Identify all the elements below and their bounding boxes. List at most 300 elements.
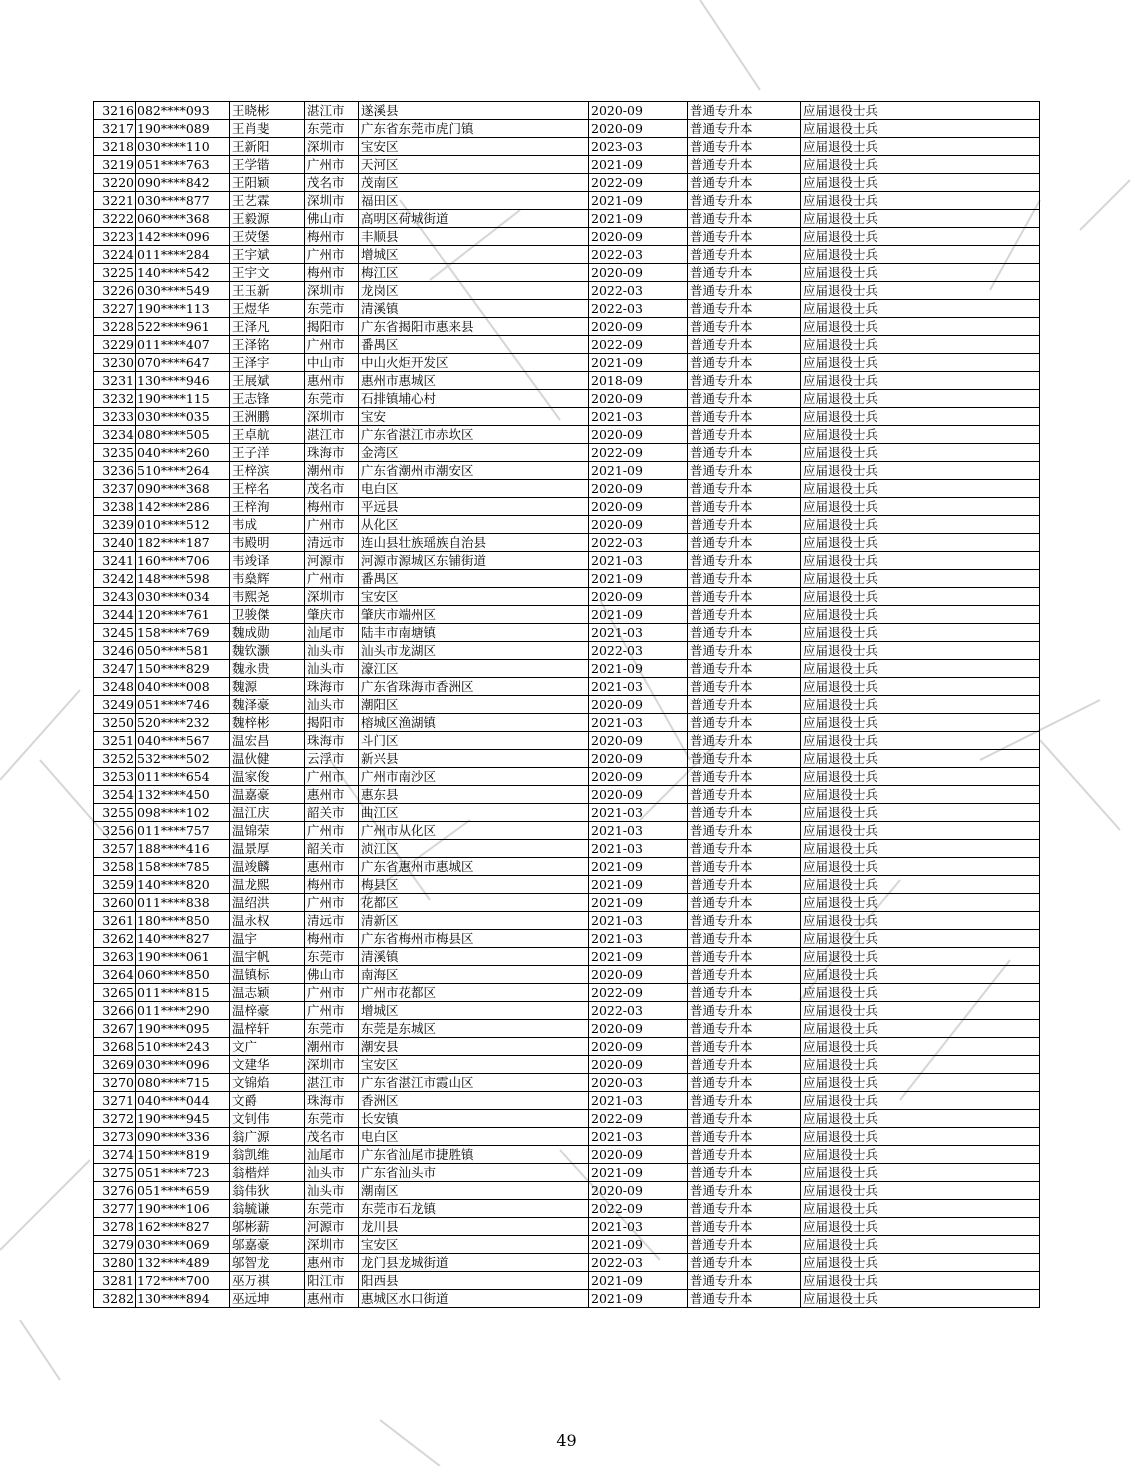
cell-category: 应届退役士兵 (801, 750, 1040, 768)
cell-category: 应届退役士兵 (801, 588, 1040, 606)
cell-city: 东莞市 (305, 1020, 359, 1038)
cell-enroll-date: 2020-09 (589, 498, 688, 516)
cell-candidate-id: 090****336 (136, 1128, 230, 1146)
cell-exam-type: 普通专升本 (688, 192, 801, 210)
cell-city: 广州市 (305, 156, 359, 174)
cell-category: 应届退役士兵 (801, 300, 1040, 318)
table-row (94, 1128, 1040, 1146)
cell-name: 邬彬薪 (230, 1218, 305, 1236)
cell-address: 花都区 (359, 894, 589, 912)
cell-enroll-date: 2021-03 (589, 804, 688, 822)
cell-address: 宝安区 (359, 138, 589, 156)
table-row (94, 876, 1040, 894)
cell-address: 石排镇埔心村 (359, 390, 589, 408)
table-row (94, 678, 1040, 696)
cell-seq-no: 3238 (94, 498, 136, 516)
cell-enroll-date: 2020-09 (589, 732, 688, 750)
table-row (94, 804, 1040, 822)
cell-name: 温宇 (230, 930, 305, 948)
cell-address: 清溪镇 (359, 300, 589, 318)
cell-seq-no: 3267 (94, 1020, 136, 1038)
cell-category: 应届退役士兵 (801, 210, 1040, 228)
cell-city: 梅州市 (305, 228, 359, 246)
cell-exam-type: 普通专升本 (688, 1254, 801, 1272)
cell-enroll-date: 2021-09 (589, 606, 688, 624)
table-row (94, 462, 1040, 480)
cell-address: 惠城区水口街道 (359, 1290, 589, 1308)
cell-name: 温景厚 (230, 840, 305, 858)
cell-city: 汕尾市 (305, 624, 359, 642)
cell-city: 深圳市 (305, 192, 359, 210)
cell-candidate-id: 011****757 (136, 822, 230, 840)
cell-seq-no: 3257 (94, 840, 136, 858)
cell-exam-type: 普通专升本 (688, 1038, 801, 1056)
cell-category: 应届退役士兵 (801, 408, 1040, 426)
cell-candidate-id: 132****450 (136, 786, 230, 804)
cell-enroll-date: 2020-09 (589, 1020, 688, 1038)
cell-candidate-id: 010****512 (136, 516, 230, 534)
cell-name: 王阳颖 (230, 174, 305, 192)
cell-enroll-date: 2021-09 (589, 1164, 688, 1182)
cell-candidate-id: 051****659 (136, 1182, 230, 1200)
cell-city: 广州市 (305, 516, 359, 534)
cell-exam-type: 普通专升本 (688, 660, 801, 678)
cell-enroll-date: 2021-09 (589, 1236, 688, 1254)
table-row (94, 858, 1040, 876)
cell-seq-no: 3219 (94, 156, 136, 174)
cell-name: 温宇帆 (230, 948, 305, 966)
cell-candidate-id: 030****035 (136, 408, 230, 426)
cell-category: 应届退役士兵 (801, 678, 1040, 696)
table-row (94, 138, 1040, 156)
cell-city: 惠州市 (305, 858, 359, 876)
cell-address: 广州市从化区 (359, 822, 589, 840)
cell-name: 王晓彬 (230, 102, 305, 120)
table-row (94, 570, 1040, 588)
cell-candidate-id: 142****096 (136, 228, 230, 246)
cell-enroll-date: 2021-03 (589, 912, 688, 930)
cell-candidate-id: 011****654 (136, 768, 230, 786)
cell-city: 佛山市 (305, 210, 359, 228)
cell-seq-no: 3248 (94, 678, 136, 696)
cell-name: 翁毓谦 (230, 1200, 305, 1218)
cell-address: 丰顺县 (359, 228, 589, 246)
cell-exam-type: 普通专升本 (688, 228, 801, 246)
cell-seq-no: 3246 (94, 642, 136, 660)
cell-seq-no: 3237 (94, 480, 136, 498)
watermark-stroke (0, 690, 80, 780)
cell-name: 王肖斐 (230, 120, 305, 138)
watermark-stroke (1040, 740, 1120, 830)
cell-candidate-id: 030****110 (136, 138, 230, 156)
cell-city: 河源市 (305, 552, 359, 570)
cell-exam-type: 普通专升本 (688, 444, 801, 462)
cell-category: 应届退役士兵 (801, 984, 1040, 1002)
cell-city: 湛江市 (305, 426, 359, 444)
cell-name: 温宏昌 (230, 732, 305, 750)
table-row (94, 192, 1040, 210)
cell-name: 王宇文 (230, 264, 305, 282)
cell-enroll-date: 2021-09 (589, 192, 688, 210)
cell-seq-no: 3265 (94, 984, 136, 1002)
cell-city: 惠州市 (305, 786, 359, 804)
cell-address: 增城区 (359, 1002, 589, 1020)
cell-category: 应届退役士兵 (801, 318, 1040, 336)
cell-exam-type: 普通专升本 (688, 534, 801, 552)
cell-address: 清溪镇 (359, 948, 589, 966)
cell-candidate-id: 040****567 (136, 732, 230, 750)
cell-seq-no: 3274 (94, 1146, 136, 1164)
cell-seq-no: 3263 (94, 948, 136, 966)
cell-seq-no: 3218 (94, 138, 136, 156)
table-row (94, 1002, 1040, 1020)
cell-enroll-date: 2022-03 (589, 642, 688, 660)
cell-enroll-date: 2021-09 (589, 858, 688, 876)
cell-category: 应届退役士兵 (801, 174, 1040, 192)
cell-seq-no: 3261 (94, 912, 136, 930)
cell-seq-no: 3276 (94, 1182, 136, 1200)
cell-enroll-date: 2021-03 (589, 408, 688, 426)
cell-candidate-id: 188****416 (136, 840, 230, 858)
cell-candidate-id: 190****113 (136, 300, 230, 318)
cell-address: 金湾区 (359, 444, 589, 462)
cell-name: 王宇斌 (230, 246, 305, 264)
table-row (94, 912, 1040, 930)
cell-city: 东莞市 (305, 120, 359, 138)
cell-category: 应届退役士兵 (801, 714, 1040, 732)
cell-category: 应届退役士兵 (801, 264, 1040, 282)
cell-exam-type: 普通专升本 (688, 282, 801, 300)
cell-seq-no: 3272 (94, 1110, 136, 1128)
cell-name: 温绍洪 (230, 894, 305, 912)
cell-seq-no: 3229 (94, 336, 136, 354)
table-row (94, 372, 1040, 390)
cell-enroll-date: 2020-09 (589, 588, 688, 606)
table-row (94, 660, 1040, 678)
cell-name: 温锦荣 (230, 822, 305, 840)
cell-name: 王卓航 (230, 426, 305, 444)
cell-exam-type: 普通专升本 (688, 210, 801, 228)
cell-category: 应届退役士兵 (801, 444, 1040, 462)
cell-seq-no: 3235 (94, 444, 136, 462)
cell-enroll-date: 2022-03 (589, 534, 688, 552)
cell-name: 王艺霖 (230, 192, 305, 210)
cell-name: 王泽铭 (230, 336, 305, 354)
cell-category: 应届退役士兵 (801, 876, 1040, 894)
cell-name: 翁广源 (230, 1128, 305, 1146)
cell-exam-type: 普通专升本 (688, 606, 801, 624)
cell-city: 广州市 (305, 246, 359, 264)
cell-candidate-id: 190****106 (136, 1200, 230, 1218)
cell-name: 翁楷烊 (230, 1164, 305, 1182)
cell-name: 温伙健 (230, 750, 305, 768)
cell-exam-type: 普通专升本 (688, 318, 801, 336)
table-row (94, 120, 1040, 138)
table-row (94, 822, 1040, 840)
cell-name: 韦竣译 (230, 552, 305, 570)
cell-seq-no: 3223 (94, 228, 136, 246)
cell-candidate-id: 522****961 (136, 318, 230, 336)
cell-seq-no: 3236 (94, 462, 136, 480)
cell-address: 梅江区 (359, 264, 589, 282)
cell-enroll-date: 2021-09 (589, 354, 688, 372)
cell-address: 电白区 (359, 480, 589, 498)
cell-seq-no: 3277 (94, 1200, 136, 1218)
cell-category: 应届退役士兵 (801, 426, 1040, 444)
cell-name: 温竣麟 (230, 858, 305, 876)
cell-enroll-date: 2020-09 (589, 228, 688, 246)
cell-city: 潮州市 (305, 462, 359, 480)
cell-city: 中山市 (305, 354, 359, 372)
cell-category: 应届退役士兵 (801, 228, 1040, 246)
cell-address: 长安镇 (359, 1110, 589, 1128)
cell-city: 梅州市 (305, 930, 359, 948)
table-row (94, 1038, 1040, 1056)
cell-city: 广州市 (305, 768, 359, 786)
cell-enroll-date: 2022-03 (589, 282, 688, 300)
cell-candidate-id: 158****769 (136, 624, 230, 642)
cell-city: 广州市 (305, 822, 359, 840)
cell-address: 陆丰市南塘镇 (359, 624, 589, 642)
cell-address: 龙门县龙城街道 (359, 1254, 589, 1272)
cell-city: 珠海市 (305, 732, 359, 750)
cell-candidate-id: 051****723 (136, 1164, 230, 1182)
cell-exam-type: 普通专升本 (688, 750, 801, 768)
cell-category: 应届退役士兵 (801, 642, 1040, 660)
cell-address: 惠东县 (359, 786, 589, 804)
cell-category: 应届退役士兵 (801, 354, 1040, 372)
cell-category: 应届退役士兵 (801, 732, 1040, 750)
cell-name: 王洲鹏 (230, 408, 305, 426)
cell-enroll-date: 2021-09 (589, 210, 688, 228)
cell-category: 应届退役士兵 (801, 1092, 1040, 1110)
cell-city: 深圳市 (305, 408, 359, 426)
cell-name: 温志颖 (230, 984, 305, 1002)
cell-category: 应届退役士兵 (801, 534, 1040, 552)
cell-seq-no: 3216 (94, 102, 136, 120)
cell-candidate-id: 520****232 (136, 714, 230, 732)
cell-enroll-date: 2020-09 (589, 1056, 688, 1074)
cell-city: 惠州市 (305, 1254, 359, 1272)
cell-exam-type: 普通专升本 (688, 1020, 801, 1038)
cell-name: 韦成 (230, 516, 305, 534)
cell-address: 从化区 (359, 516, 589, 534)
watermark-stroke (0, 1160, 90, 1250)
cell-enroll-date: 2021-09 (589, 948, 688, 966)
cell-name: 邬嘉豪 (230, 1236, 305, 1254)
cell-exam-type: 普通专升本 (688, 480, 801, 498)
cell-seq-no: 3268 (94, 1038, 136, 1056)
cell-category: 应届退役士兵 (801, 804, 1040, 822)
cell-candidate-id: 051****763 (136, 156, 230, 174)
cell-candidate-id: 011****815 (136, 984, 230, 1002)
cell-exam-type: 普通专升本 (688, 1200, 801, 1218)
cell-city: 汕头市 (305, 660, 359, 678)
cell-seq-no: 3224 (94, 246, 136, 264)
cell-category: 应届退役士兵 (801, 930, 1040, 948)
table-row (94, 354, 1040, 372)
table-row (94, 282, 1040, 300)
cell-seq-no: 3247 (94, 660, 136, 678)
cell-city: 东莞市 (305, 1110, 359, 1128)
cell-seq-no: 3217 (94, 120, 136, 138)
cell-city: 梅州市 (305, 498, 359, 516)
cell-category: 应届退役士兵 (801, 768, 1040, 786)
cell-candidate-id: 080****505 (136, 426, 230, 444)
cell-seq-no: 3264 (94, 966, 136, 984)
cell-candidate-id: 182****187 (136, 534, 230, 552)
cell-enroll-date: 2021-09 (589, 876, 688, 894)
page-number: 49 (556, 1431, 577, 1450)
cell-address: 东莞是东城区 (359, 1020, 589, 1038)
cell-name: 王泽凡 (230, 318, 305, 336)
cell-seq-no: 3240 (94, 534, 136, 552)
cell-enroll-date: 2021-03 (589, 930, 688, 948)
cell-city: 广州市 (305, 894, 359, 912)
cell-address: 高明区荷城街道 (359, 210, 589, 228)
cell-name: 韦殿明 (230, 534, 305, 552)
cell-seq-no: 3244 (94, 606, 136, 624)
cell-enroll-date: 2020-09 (589, 120, 688, 138)
table-row (94, 246, 1040, 264)
cell-address: 曲江区 (359, 804, 589, 822)
cell-address: 肇庆市端州区 (359, 606, 589, 624)
cell-candidate-id: 082****093 (136, 102, 230, 120)
cell-address: 番禺区 (359, 570, 589, 588)
cell-exam-type: 普通专升本 (688, 390, 801, 408)
cell-name: 王毅源 (230, 210, 305, 228)
cell-exam-type: 普通专升本 (688, 948, 801, 966)
cell-address: 遂溪县 (359, 102, 589, 120)
cell-seq-no: 3227 (94, 300, 136, 318)
cell-candidate-id: 150****829 (136, 660, 230, 678)
cell-address: 宝安区 (359, 1056, 589, 1074)
cell-enroll-date: 2020-09 (589, 750, 688, 768)
table-row (94, 786, 1040, 804)
cell-enroll-date: 2023-03 (589, 138, 688, 156)
cell-address: 浈江区 (359, 840, 589, 858)
cell-exam-type: 普通专升本 (688, 1290, 801, 1308)
table-row (94, 1092, 1040, 1110)
cell-exam-type: 普通专升本 (688, 120, 801, 138)
cell-seq-no: 3266 (94, 1002, 136, 1020)
cell-city: 汕尾市 (305, 1146, 359, 1164)
cell-category: 应届退役士兵 (801, 1200, 1040, 1218)
cell-city: 揭阳市 (305, 714, 359, 732)
cell-category: 应届退役士兵 (801, 246, 1040, 264)
cell-city: 惠州市 (305, 372, 359, 390)
cell-exam-type: 普通专升本 (688, 138, 801, 156)
cell-candidate-id: 190****095 (136, 1020, 230, 1038)
table-row (94, 732, 1040, 750)
cell-exam-type: 普通专升本 (688, 732, 801, 750)
table-row (94, 966, 1040, 984)
cell-address: 梅县区 (359, 876, 589, 894)
cell-exam-type: 普通专升本 (688, 588, 801, 606)
cell-candidate-id: 070****647 (136, 354, 230, 372)
cell-category: 应届退役士兵 (801, 624, 1040, 642)
cell-enroll-date: 2022-09 (589, 336, 688, 354)
table-row (94, 948, 1040, 966)
cell-category: 应届退役士兵 (801, 1074, 1040, 1092)
cell-enroll-date: 2022-09 (589, 984, 688, 1002)
cell-address: 广州市南沙区 (359, 768, 589, 786)
cell-seq-no: 3278 (94, 1218, 136, 1236)
cell-exam-type: 普通专升本 (688, 624, 801, 642)
table-row (94, 264, 1040, 282)
cell-exam-type: 普通专升本 (688, 1182, 801, 1200)
cell-enroll-date: 2021-09 (589, 462, 688, 480)
table-row (94, 1182, 1040, 1200)
cell-candidate-id: 510****264 (136, 462, 230, 480)
cell-name: 王泽宇 (230, 354, 305, 372)
cell-enroll-date: 2021-03 (589, 624, 688, 642)
cell-exam-type: 普通专升本 (688, 354, 801, 372)
cell-candidate-id: 050****581 (136, 642, 230, 660)
cell-city: 茂名市 (305, 480, 359, 498)
table-row (94, 840, 1040, 858)
cell-enroll-date: 2021-09 (589, 1290, 688, 1308)
cell-candidate-id: 148****598 (136, 570, 230, 588)
table-row (94, 588, 1040, 606)
cell-name: 温嘉豪 (230, 786, 305, 804)
cell-candidate-id: 098****102 (136, 804, 230, 822)
cell-candidate-id: 140****542 (136, 264, 230, 282)
table-row (94, 102, 1040, 120)
cell-city: 汕头市 (305, 696, 359, 714)
cell-address: 清新区 (359, 912, 589, 930)
cell-exam-type: 普通专升本 (688, 822, 801, 840)
cell-exam-type: 普通专升本 (688, 696, 801, 714)
cell-address: 东莞市石龙镇 (359, 1200, 589, 1218)
cell-city: 茂名市 (305, 174, 359, 192)
cell-exam-type: 普通专升本 (688, 246, 801, 264)
cell-city: 珠海市 (305, 678, 359, 696)
cell-category: 应届退役士兵 (801, 1128, 1040, 1146)
cell-candidate-id: 160****706 (136, 552, 230, 570)
cell-category: 应届退役士兵 (801, 390, 1040, 408)
cell-name: 魏钦灏 (230, 642, 305, 660)
cell-enroll-date: 2021-09 (589, 660, 688, 678)
cell-address: 广东省潮州市潮安区 (359, 462, 589, 480)
cell-name: 文广 (230, 1038, 305, 1056)
cell-candidate-id: 190****061 (136, 948, 230, 966)
cell-city: 梅州市 (305, 876, 359, 894)
cell-city: 东莞市 (305, 300, 359, 318)
cell-exam-type: 普通专升本 (688, 1128, 801, 1146)
cell-city: 韶关市 (305, 804, 359, 822)
cell-seq-no: 3281 (94, 1272, 136, 1290)
cell-enroll-date: 2020-03 (589, 1074, 688, 1092)
cell-exam-type: 普通专升本 (688, 1110, 801, 1128)
cell-exam-type: 普通专升本 (688, 1056, 801, 1074)
cell-seq-no: 3252 (94, 750, 136, 768)
cell-seq-no: 3220 (94, 174, 136, 192)
cell-address: 番禺区 (359, 336, 589, 354)
table-row (94, 174, 1040, 192)
cell-candidate-id: 190****089 (136, 120, 230, 138)
table-row (94, 1074, 1040, 1092)
cell-name: 文钊伟 (230, 1110, 305, 1128)
table-row (94, 426, 1040, 444)
cell-candidate-id: 158****785 (136, 858, 230, 876)
cell-exam-type: 普通专升本 (688, 1218, 801, 1236)
cell-address: 龙岗区 (359, 282, 589, 300)
cell-candidate-id: 011****290 (136, 1002, 230, 1020)
cell-enroll-date: 2020-09 (589, 1038, 688, 1056)
cell-enroll-date: 2022-03 (589, 1002, 688, 1020)
table-row (94, 444, 1040, 462)
